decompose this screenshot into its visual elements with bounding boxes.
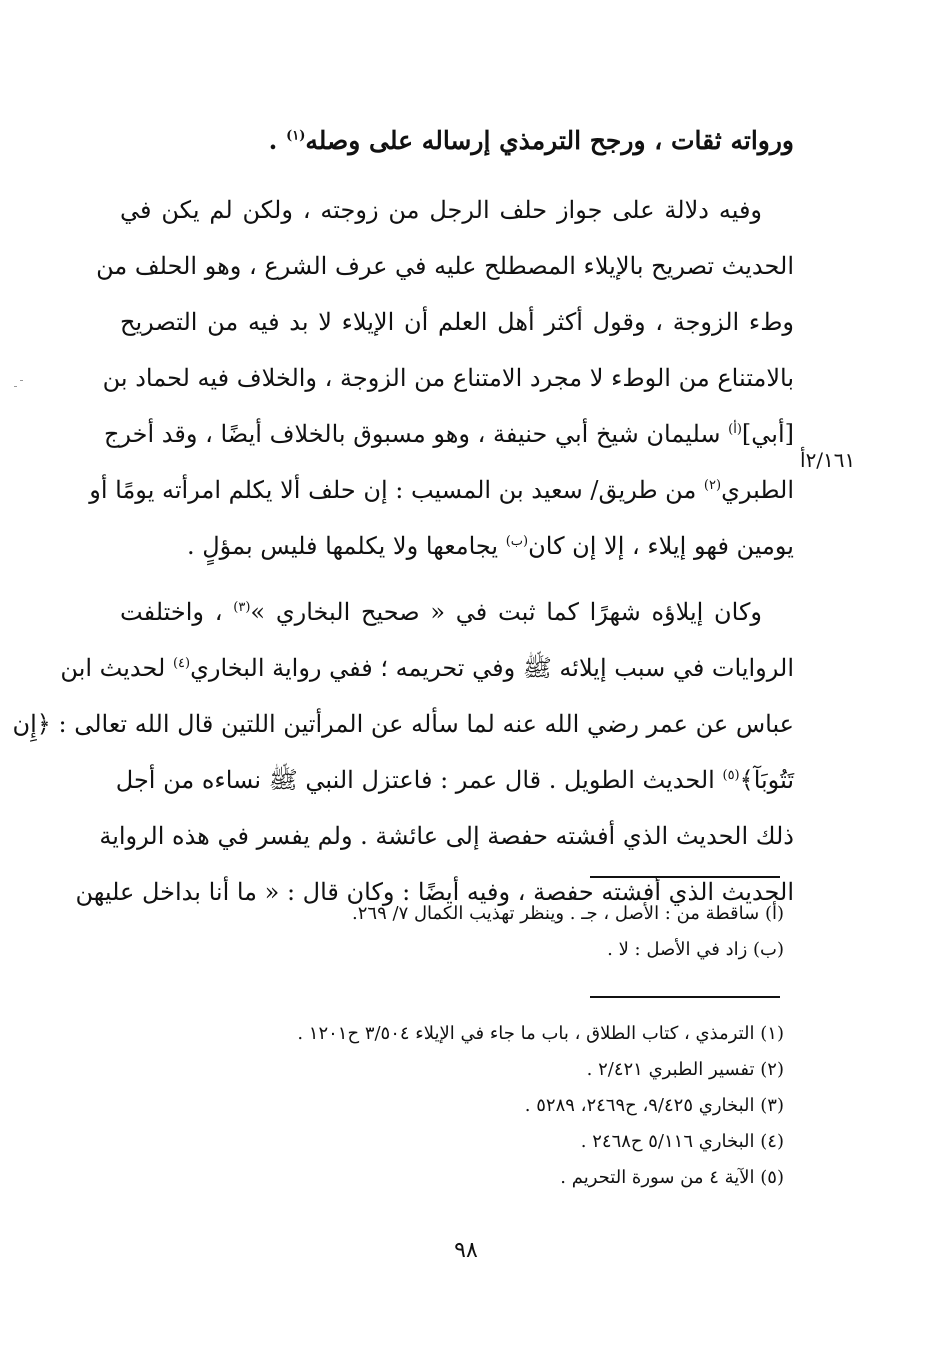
footnote-5: (٥) الآية ٤ من سورة التحريم . (560, 1167, 784, 1188)
footnote-4: (٤) البخاري ٥/١١٦ ح٢٤٦٨ . (580, 1131, 784, 1152)
text-line-12: تَتُوبَآ﴾$^{(٥)}$ الحديث الطويل . قال عمر : فاعتزل النبي ﷺ نساءه من أجل (115, 766, 794, 794)
scan-speck (20, 380, 23, 381)
footnote-ref-2: (٢) (703, 478, 722, 493)
text-line-9: وكان إيلاؤه شهرًا كما ثبت في « صحيح البخاري »$^{(٣)}$ ، واختلفت (120, 598, 762, 626)
footnote-ref-1: (١) (286, 128, 306, 144)
footnote-1: (١) الترمذي ، كتاب الطلاق ، باب ما جاء في الإيلاء ٣/٥٠٤ ح١٢٠١ . (297, 1023, 784, 1044)
footnotes (150, 1016, 784, 1196)
footnote-2: (٢) تفسير الطبري ٢/٤٢١ . (586, 1059, 784, 1080)
text-line-6: [أبي]$^{(أ)}$ سليمان شيخ أبي حنيفة ، وهو مسبوق بالخلاف أيضًا ، وقد أخرج (103, 420, 794, 448)
variant-notes-divider (590, 876, 780, 878)
text-line-5: بالامتناع من الوطء لا مجرد الامتناع من الزوجة ، والخلاف فيه لحماد بن (102, 364, 794, 392)
variant-ref-b: (ب) (505, 534, 529, 549)
text-line-3: الحديث تصريح بالإيلاء المصطلح عليه في عرف الشرع ، وهو الحلف من (96, 252, 794, 280)
variant-ref-a: (أ) (728, 422, 742, 437)
manuscript-folio-note: ٢/١٦١أ (800, 448, 856, 472)
footnote-ref-3: (٣) (233, 600, 251, 615)
page-number: ٩٨ (454, 1238, 478, 1263)
text-line-11: عباس عن عمر رضي الله عنه لما سأله عن المرأتين اللتين قال الله تعالى : ﴿إِن (12, 710, 794, 738)
footnotes-divider (590, 996, 780, 998)
footnote-ref-5: (٥) (722, 768, 740, 783)
text-line-8: يومين فهو إيلاء ، إلا إن كان$^{(ب)}$ يجامعها ولا يكلمها فليس بمؤلٍ . (186, 532, 794, 560)
variant-note-a: (أ) ساقطة من : الأصل ، جـ . وينظر تهذيب الكمال ٧/ ٢٦٩. (352, 903, 784, 924)
text-line-4: وطء الزوجة ، وقول أكثر أهل العلم أن الإيلاء لا بد فيه من التصريح (120, 308, 794, 336)
variant-note-b: (ب) زاد في الأصل : لا . (607, 939, 784, 960)
main-text (12, 110, 794, 920)
text-line-10: الروايات في سبب إيلائه ﷺ وفي تحريمه ؛ ففي رواية البخاري$^{(٤)}$ لحديث ابن (60, 654, 794, 682)
footnote-ref-4: (٤) (172, 656, 191, 671)
variant-notes (150, 896, 784, 968)
text-line-13: ذلك الحديث الذي أفشته حفصة إلى عائشة . ولم يفسر في هذه الرواية (99, 822, 794, 850)
text-line-1: ورواته ثقات ، ورجح الترمذي إرساله على وصله$^{(١)}$ . (268, 126, 794, 155)
scan-speck (14, 386, 17, 387)
text-line-2: وفيه دلالة على جواز حلف الرجل من زوجته ، ولكن لم يكن في (120, 196, 762, 224)
footnote-3: (٣) البخاري ٩/٤٢٥، ح٢٤٦٩، ٥٢٨٩ . (524, 1095, 784, 1116)
text-line-7: الطبري$^{(٢)}$ من طريق/ سعيد بن المسيب : إن حلف ألا يكلم امرأته يومًا أو (89, 476, 794, 504)
text-line-14: الحديث الذي أفشته حفصة ، وفيه أيضًا : وكان قال : « ما أنا بداخل عليهن (75, 878, 794, 906)
